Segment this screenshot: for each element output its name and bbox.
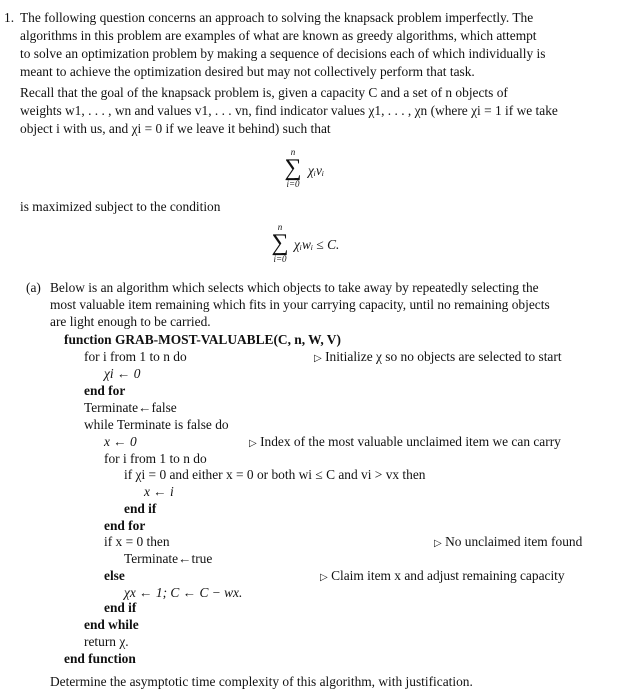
summation-1 xyxy=(281,147,305,189)
comment-triangle-icon: ▷ xyxy=(434,538,442,549)
intro-line: to solve an optimization problem by making a sequence of decisions each of which individually is xyxy=(20,46,546,61)
algo-comment: ▷ Index of the most valuable unclaimed item we can carry xyxy=(249,434,561,449)
sum-upper: n xyxy=(290,147,296,157)
intro-line: The following question concerns an approach to solving the knapsack problem imperfectly. The xyxy=(20,10,534,25)
algo-line: end for xyxy=(84,383,126,398)
summation-2 xyxy=(268,222,292,264)
part-desc-line: are light enough to be carried. xyxy=(50,314,211,329)
sum-lower: i=0 xyxy=(273,254,287,264)
sum-upper: n xyxy=(277,222,283,232)
algo-comment: ▷ Initialize χ so no objects are selected to start xyxy=(314,349,562,364)
part-desc-line: most valuable item remaining which fits in your carrying capacity, until no remaining objects xyxy=(50,297,550,312)
constraint-intro: is maximized subject to the condition xyxy=(20,199,221,214)
algo-line: χi ← 0 xyxy=(104,366,141,381)
algo-line: end while xyxy=(84,617,139,632)
algo-line: while Terminate is false do xyxy=(84,417,229,432)
recall-line: Recall that the goal of the knapsack problem is, given a capacity C and a set of n objects of xyxy=(20,85,508,100)
intro-line: meant to achieve the optimization desired but may not collectively perform that task. xyxy=(20,64,475,79)
sum1-body: χᵢvᵢ xyxy=(308,163,325,178)
comment-triangle-icon: ▷ xyxy=(249,438,257,449)
algo-comment: ▷ Claim item x and adjust remaining capacity xyxy=(320,568,565,583)
algo-line: for i from 1 to n do xyxy=(104,451,207,466)
algo-comment: ▷ No unclaimed item found xyxy=(434,534,583,549)
algo-line: end if xyxy=(124,501,157,516)
comment-triangle-icon: ▷ xyxy=(320,572,328,583)
part-desc-line: Below is an algorithm which selects which objects to take away by repeatedly selecting the xyxy=(50,280,539,295)
algo-line: return χ. xyxy=(84,634,129,649)
algo-line: if x = 0 then xyxy=(104,534,170,549)
algo-line: end if xyxy=(104,600,137,615)
sum2-body: χᵢwᵢ ≤ C. xyxy=(294,237,340,252)
algo-line: Terminate←false xyxy=(84,400,177,415)
algo-line: x ← i xyxy=(144,484,174,499)
comment-triangle-icon: ▷ xyxy=(314,353,322,364)
algo-line: if χi = 0 and either x = 0 or both wi ≤ C and vi > vx then xyxy=(124,467,426,482)
algo-line: for i from 1 to n do xyxy=(84,349,187,364)
algo-line: end for xyxy=(104,518,146,533)
intro-line: algorithms in this problem are examples of what are known as greedy algorithms, which attempt xyxy=(20,28,537,43)
problem-number: 1. xyxy=(4,10,15,25)
recall-line: weights w1, . . . , wn and values v1, . . . vn, find indicator values χ1, . . . , χn (where χi = 1 if we take xyxy=(20,103,558,118)
algo-header: function GRAB-MOST-VALUABLE(C, n, W, V) xyxy=(64,332,341,347)
sum-lower: i=0 xyxy=(286,179,300,189)
sigma-icon: ∑ xyxy=(284,155,302,181)
sigma-icon: ∑ xyxy=(271,230,289,256)
algo-line: else xyxy=(104,568,125,583)
question-text: Determine the asymptotic time complexity of this algorithm, with justification. xyxy=(50,674,473,689)
part-label: (a) xyxy=(26,280,41,295)
recall-line: object i with us, and χi = 0 if we leave it behind) such that xyxy=(20,121,331,136)
algo-line: Terminate←true xyxy=(124,551,213,566)
algo-line: x ← 0 xyxy=(104,434,137,449)
algo-line: end function xyxy=(64,651,136,666)
algo-line: χx ← 1; C ← C − wx. xyxy=(124,585,243,600)
